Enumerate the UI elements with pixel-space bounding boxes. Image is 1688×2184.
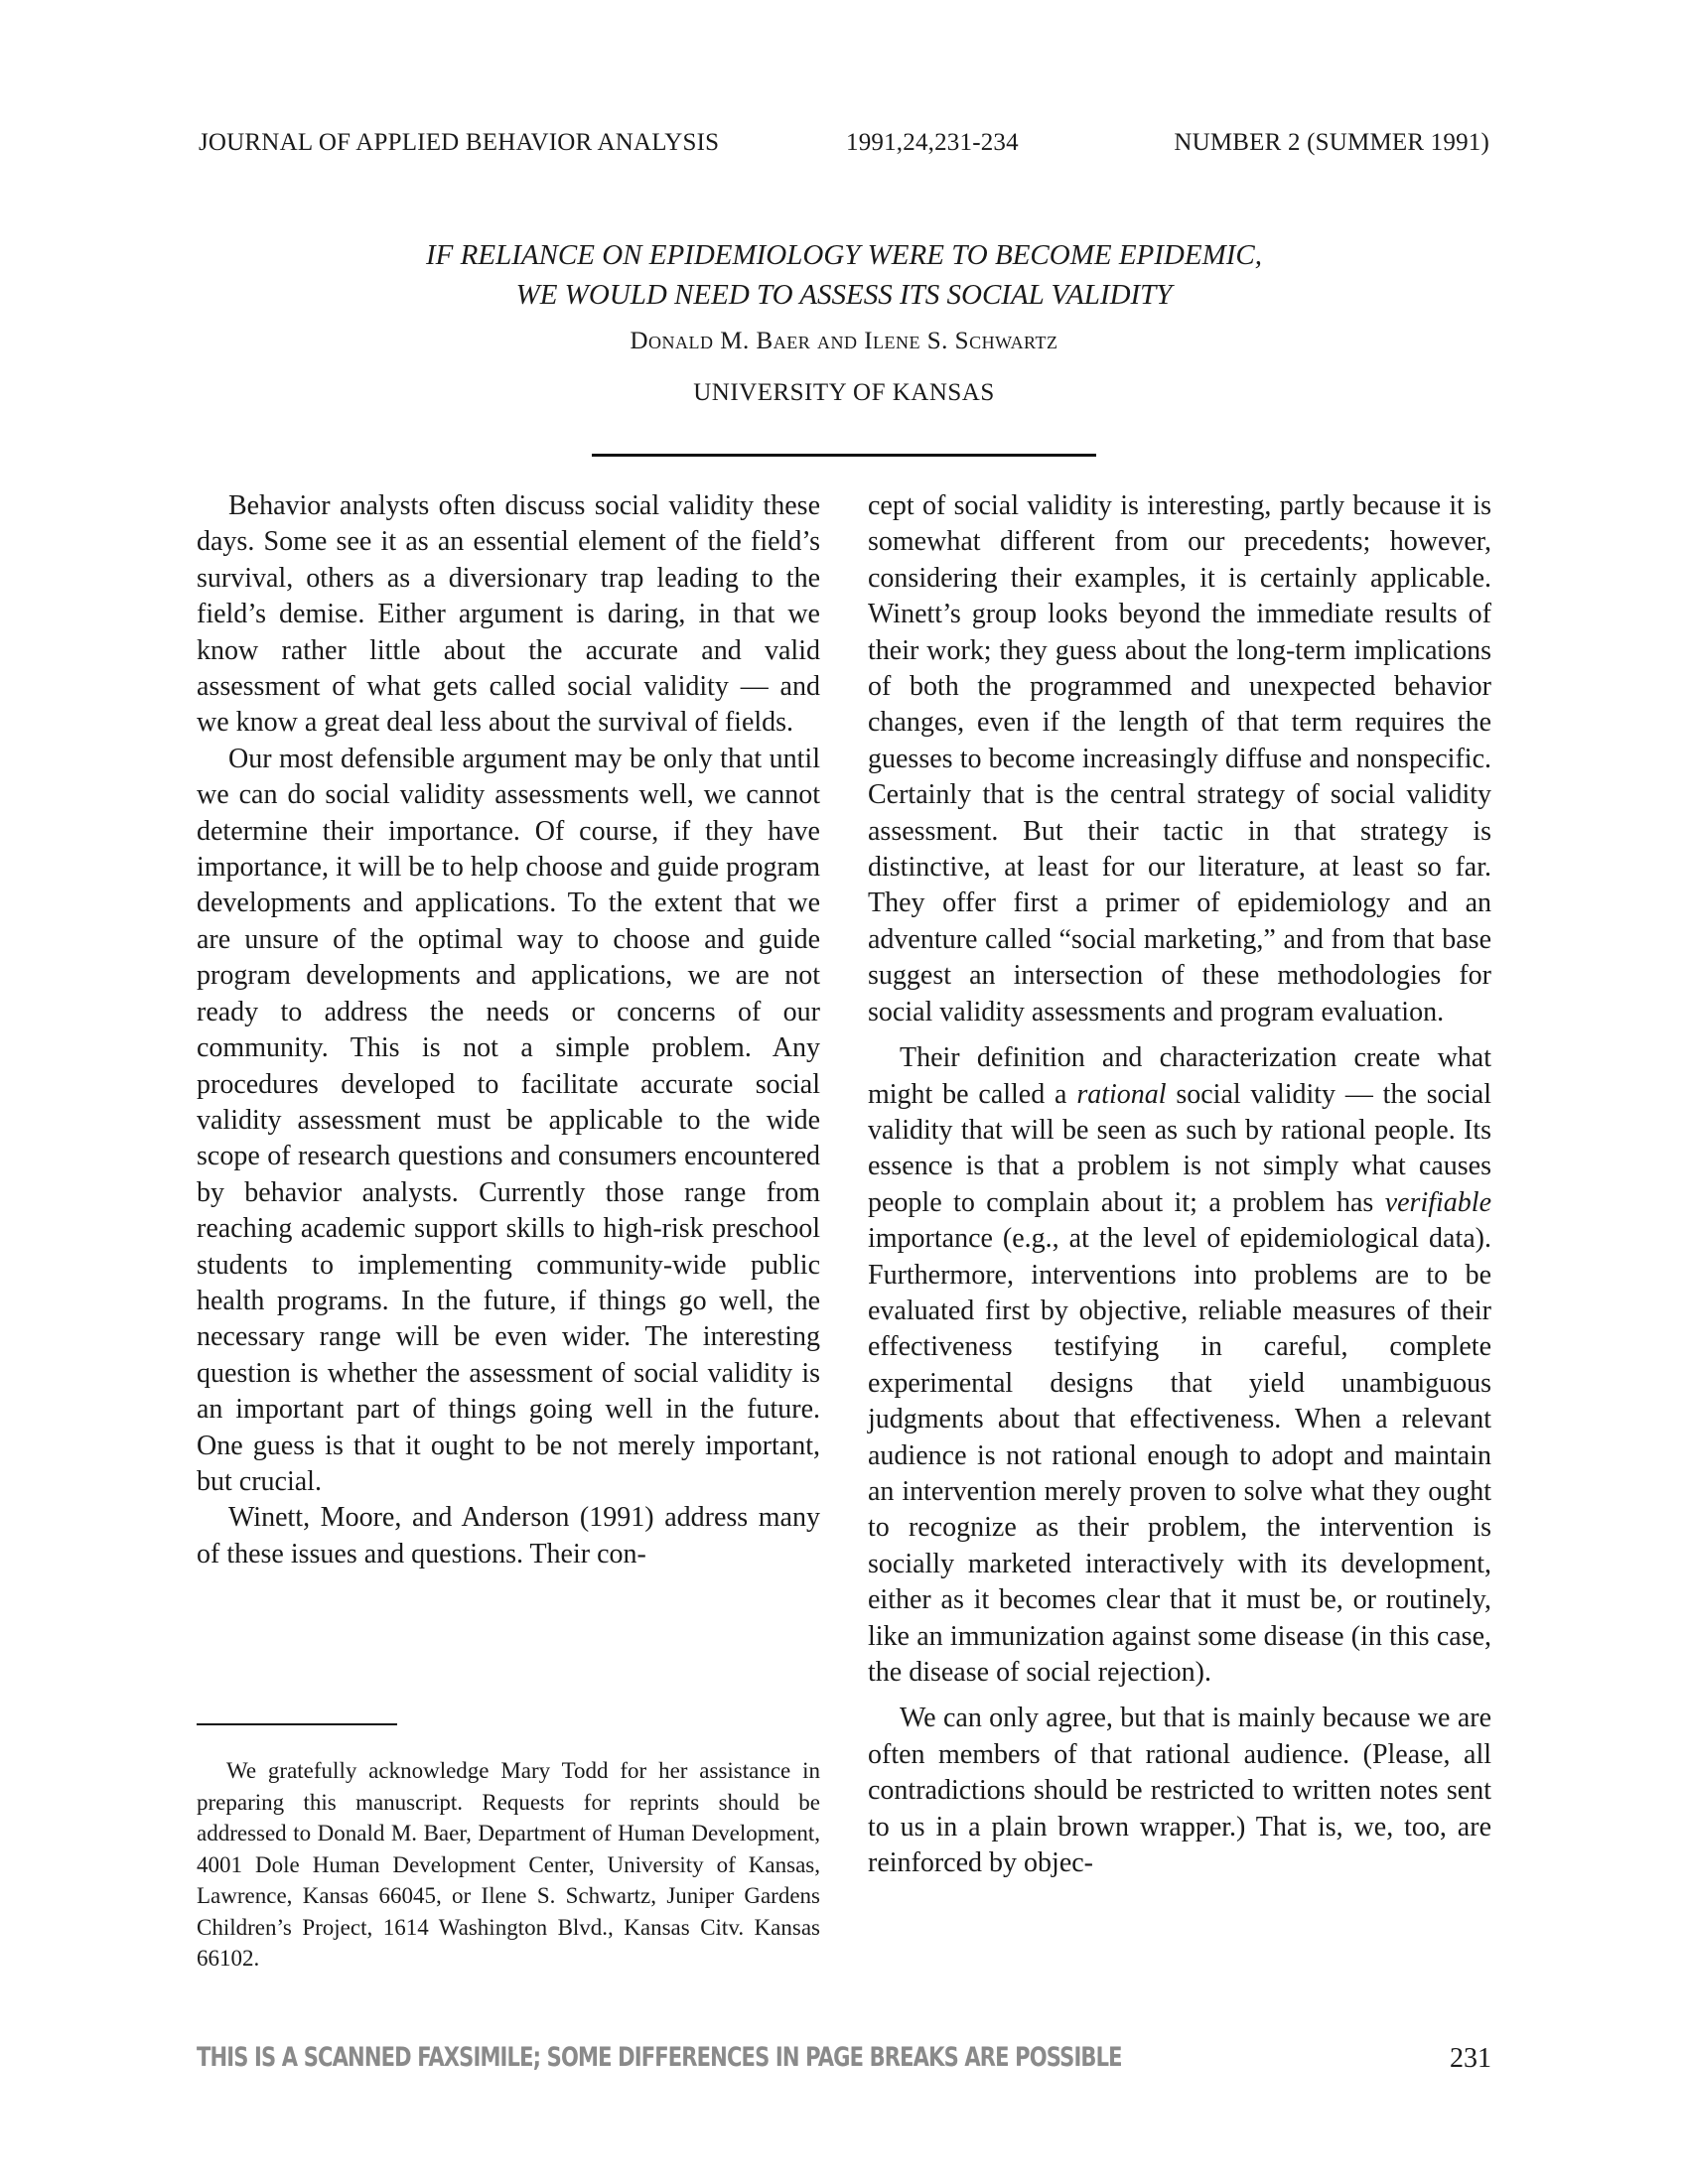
title-divider — [592, 454, 1096, 457]
left-column — [197, 488, 820, 1572]
footnote-divider — [197, 1723, 397, 1725]
paragraph: We can only agree, but that is mainly because we are often members of that rational audience. (Please, all contradictions should be restricted to written notes sent to us in a plain brown wrapper.) That is, we, too, are reinforced by objec- — [868, 1703, 1491, 1879]
scan-notice: THIS IS A SCANNED FAXSIMILE; SOME DIFFERENCES IN PAGE BREAKS ARE POSSIBLE — [197, 2042, 1122, 2073]
right-column — [868, 488, 1491, 1881]
paragraph — [868, 1040, 1491, 1691]
text-run: importance (e.g., at the level of epidemiological data). Furthermore, interventions into problems are to be evaluated first by objective, reliable measures of their effectiveness testifying in careful, complete experimental designs that yield unambiguous judgments about that effectiveness. When a relevant audience is not rational enough to adopt and maintain an intervention merely proven to solve what they ought to recognize as their problem, the intervention is socially marketed interactively with its development, either as it becomes clear that it must be, or routinely, like an immunization against some disease (in this case, the disease of social rejection). — [868, 1223, 1491, 1688]
title-line-2: WE WOULD NEED TO ASSESS ITS SOCIAL VALIDITY — [515, 279, 1173, 311]
affiliation: UNIVERSITY OF KANSAS — [693, 379, 995, 406]
journal-issue: NUMBER 2 (SUMMER 1991) — [1174, 129, 1489, 156]
emphasis: verifiable — [1384, 1186, 1491, 1218]
paragraph: Our most defensible argument may be only that until we can do social validity assessments well, we cannot determine their importance. Of course, if they have importance, it will be to help choose and guide program developments and applications. To the extent that we are unsure of the optimal way to choose and guide program developments and applications, we are not ready to address the needs or concerns of our community. This is not a simple problem. Any procedures developed to facilitate accurate social validity assessment must be applicable to the wide scope of research questions and consumers encountered by behavior analysts. Currently those range from reaching academic support skills to high-risk preschool students to implementing community-wide public health programs. In the future, if things go well, the necessary range will be even wider. The interesting question is whether the assessment of social validity is an important part of things going well in the future. One guess is that it ought to be not merely important, but crucial. — [197, 743, 820, 1497]
paragraph: Winett, Moore, and Anderson (1991) address many of these issues and questions. Their con- — [197, 1502, 820, 1570]
paragraph: Behavior analysts often discuss social validity these days. Some see it as an essential element of the field’s survival, others as a diversionary trap leading to the field’s demise. Either argument is daring, in that we know rather little about the accurate and valid assessment of what gets called social validity — and we know a great deal less about the survival of fields. — [197, 490, 820, 739]
journal-name: JOURNAL OF APPLIED BEHAVIOR ANALYSIS — [199, 129, 720, 156]
footnote: We gratefully acknowledge Mary Todd for her assistance in preparing this manuscript. Requests for reprints should be addressed to Donald M. Baer, Department of Human Development, 4001 Dole Human Development Center, University of Kansas, Lawrence, Kansas 66045, or Ilene S. Schwartz, Juniper Gardens Children’s Project, 1614 Washington Blvd., Kansas Citv. Kansas 66102. — [197, 1758, 820, 1971]
journal-citation: 1991,24,231-234 — [846, 129, 1019, 156]
text-run: Their definition and characterization create what might be called a — [868, 1042, 1491, 1110]
title-line-1: IF RELIANCE ON EPIDEMIOLOGY WERE TO BECOME EPIDEMIC, — [426, 239, 1262, 271]
paragraph: cept of social validity is interesting, partly because it is somewhat different from our precedents; however, considering their examples, it is certainly applicable. Winett’s group looks beyond the immediate results of their work; they guess about the long-term implications of both the programmed and unexpected behavior changes, even if the length of that term requires the guesses to become increasingly diffuse and nonspecific. Certainly that is the central strategy of social validity assessment. But their tactic in that strategy is distinctive, at least for our literature, at least so far. They offer first a primer of epidemiology and an adventure called “social marketing,” and from that base suggest an intersection of these methodologies for social validity assessments and program evaluation. — [868, 490, 1491, 1027]
page-number: 231 — [1450, 2043, 1491, 2074]
emphasis: rational — [1076, 1078, 1167, 1110]
authors: Donald M. Baer and Ilene S. Schwartz — [630, 328, 1058, 354]
article-title — [199, 235, 1489, 315]
text-run: social validity — the social validity that will be seen as such by rational people. Its essence is that a problem is not simply what causes people to complain about it; a problem has — [868, 1078, 1491, 1218]
